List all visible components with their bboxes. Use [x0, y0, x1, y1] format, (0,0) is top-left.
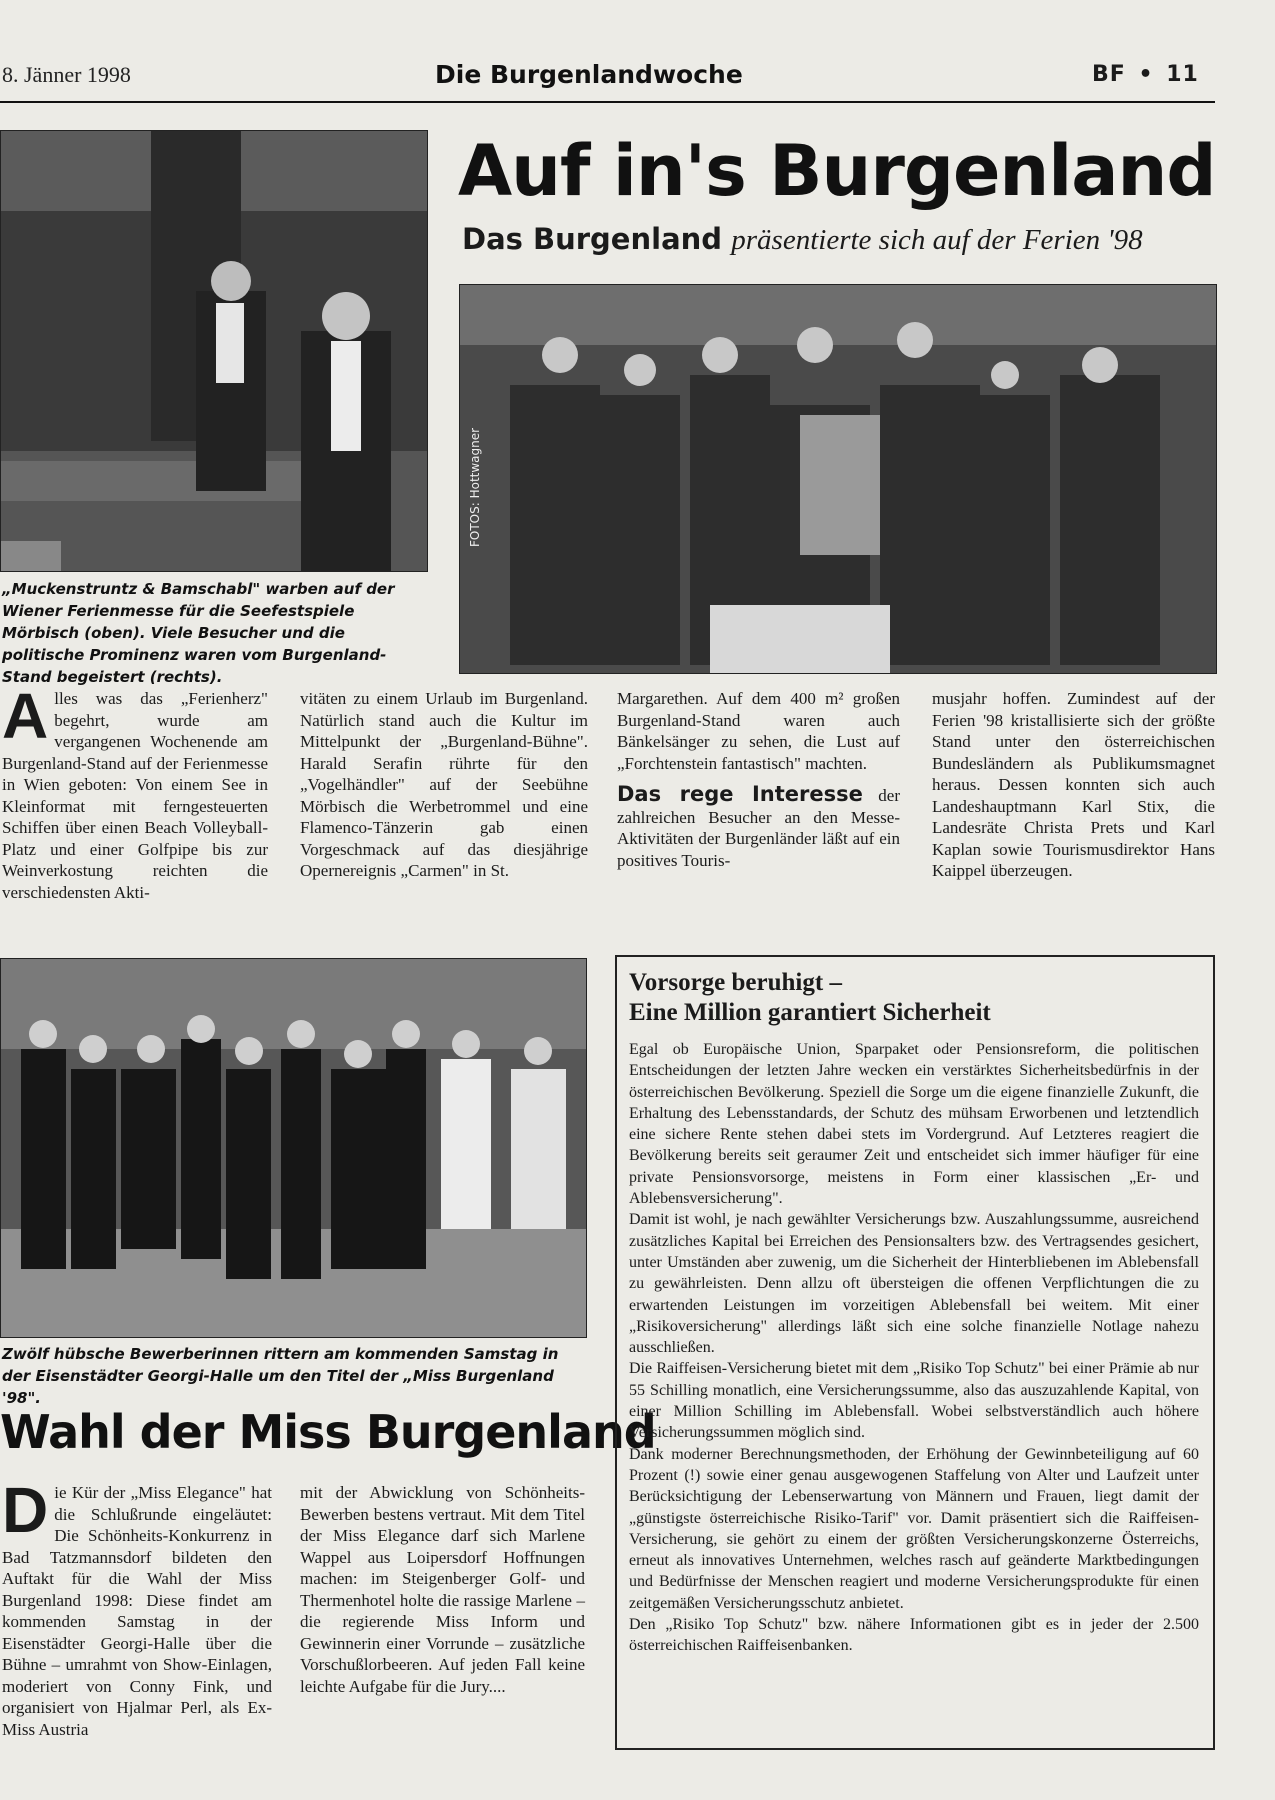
photo-crowd-stand [459, 284, 1217, 674]
feature-subhead [462, 222, 1143, 257]
feature-col3-text: Margarethen. Auf dem 400 m² großen Burgenland-Stand waren auch Bänkelsänger zu sehen, die Lust auf „Forchtenstein fantastisch" machten. [617, 689, 900, 773]
feature-dropcap: A [2, 680, 49, 752]
paper-title: Die Burgenlandwoche [435, 60, 743, 89]
miss-col-2 [300, 1482, 585, 1697]
feature-col1-text: lles was das „Ferienherz" begehrt, wurde am vergangenen Wochenende am Burgenland-Stand auf der Ferienmesse in Wien geboten: Von einem See in Kleinformat mit ferngesteuerten Schiffen über einen Beach Volleyball-Platz und einer Golfpipe bis zur Weinverkostung reichten die verschiedensten Akti- [2, 689, 268, 902]
ad-title-2: Eine Million garantiert Sicherheit [629, 999, 991, 1026]
ad-box [615, 955, 1215, 1750]
ad-paragraph: Den „Risiko Top Schutz" bzw. nähere Informationen gibt es in jeder der 2.500 österreichischen Raiffeisenbanken. [629, 1616, 1199, 1655]
subhead-bold: Das Burgenland [462, 222, 723, 256]
miss-col2-text: mit der Abwicklung von Schönheits-Bewerben bestens vertraut. Mit dem Titel der Miss Elegance darf sich Marlene Wappel aus Loipersdorf Hoffnungen machen: im Steigenberger Golf- und Thermenhotel holte die rassige Marlene – die regierende Miss Inform und Gewinnerin einer Vorrunde – zusätzliche Vorschußlorbeeren. Auf jeden Fall keine leichte Aufgabe für die Jury.... [300, 1483, 585, 1696]
feature-col-4 [932, 688, 1215, 882]
header-rule [0, 101, 1215, 103]
feature-col3-text2: der zahlreichen Besucher an den Messe-Aktivitäten der Burgenländer läßt auf ein positives Touris- [617, 786, 901, 870]
section-code: BF [1092, 62, 1126, 87]
feature-col4-text: musjahr hoffen. Zumindest auf der Ferien '98 kristallisierte sich der größte Stand unter den österreichischen Bundesländern als Publikumsmagnet heraus. Dessen konnten sich auch Landeshauptmann Karl Stix, die Landesräte Christa Prets und Karl Kaplan sowie Tourismusdirektor Hans Kaippel überzeugen. [932, 689, 1215, 880]
subhead-italic: präsentierte sich auf der Ferien '98 [731, 224, 1143, 256]
feature-col-2 [300, 688, 588, 882]
feature-col-3 [617, 688, 900, 871]
feature-headline: Auf in's Burgenland [458, 130, 1216, 212]
separator: • [1138, 62, 1154, 87]
feature-col3-lead: Das rege Interesse [617, 782, 863, 806]
miss-col1-text: ie Kür der „Miss Elegance" hat die Schlußrunde eingeläutet: Die Schönheits-Konkurrenz in Bad Tatzmannsdorf bildeten den Auftakt für die Wahl der Miss Burgenland 1998: Diese findet am kommenden Samstag in der Eisenstädter Georgi-Halle über die Bühne – umrahmt von Show-Einlagen, moderiert von Conny Fink, und organisiert von Hjalmar Perl, als Ex-Miss Austria [2, 1483, 272, 1739]
photo-miss-contestants [0, 958, 587, 1338]
ad-body [629, 1039, 1199, 1657]
feature-col2-text: vitäten zu einem Urlaub im Burgenland. Natürlich stand auch die Kultur im Mittelpunkt der „Burgenland-Bühne". Harald Serafin rührte für den „Vogelhändler" auf der Seebühne Mörbisch die Werbetrommel und eine Flamenco-Tänzerin gab einen Vorgeschmack auf das diesjährige Opernereignis „Carmen" in St. [300, 689, 588, 880]
photo-credit: FOTOS: Hottwagner [468, 427, 482, 547]
ad-title-1: Vorsorge beruhigt – [629, 969, 842, 996]
feature-col-1 [2, 680, 268, 903]
ad-paragraph: Egal ob Europäische Union, Sparpaket oder Pensionsreform, die politischen Entscheidungen der letzten Jahre wecken ein verstärktes Sicherheitsbedürfnis in der österreichischen Bevölkerung. Speziell die Sorge um die eigene finanzielle Zukunft, die Erhaltung des Lebensstandards, der Schutz des mühsam Erworbenen und letztendlich eine sichere Rente stehen dabei stets im Vordergrund. Auf Letzteres reagiert die Bevölkerung bereits seit geraumer Zeit und entscheidet sich immer häufiger für eine private Pensionsvorsorge, meistens in Form einer klassischen „Er- und Ablebensversicherung". [629, 1041, 1199, 1208]
miss-col-1 [2, 1474, 272, 1740]
photo3-caption: Zwölf hübsche Bewerberinnen rittern am kommenden Samstag in der Eisenstädter Georgi-Halle um den Titel der „Miss Burgenland '98". [2, 1345, 559, 1407]
ad-paragraph: Dank moderner Berechnungsmethoden, der Erhöhung der Gewinnbeteiligung auf 60 Prozent (!) sowie einer genau ausgewogenen Staffelung von Alter und Laufzeit unter Berücksichtigung der Lebenserwartung von Männern und Frauen, liegt damit der „günstigste österreichische Risiko-Tarif" vor. Damit präsentiert sich die Raiffeisen-Versicherung, sie gehört zu einem der größten Versicherungskonzerne Österreichs, erneut als innovatives Unternehmen, welches rasch auf geänderte Marktbedingungen und Bedürfnisse der Menschen reagiert und moderne Versicherungsprodukte für einen zeitgemäßen Versicherungsschutz anbietet. [629, 1445, 1199, 1612]
page-number: 11 [1166, 62, 1199, 87]
miss-dropcap: D [2, 1474, 49, 1546]
ad-paragraph: Damit ist wohl, je nach gewählter Versicherungs bzw. Auszahlungssumme, ausreichend zusätzliches Kapital bei Erreichen des Pensionsalters bzw. des Vertragsendes gesichert, unter Umständen aber zuwenig, um die Sicherheit der Hinterbliebenen im Ablebensfall zu gewährleisten. Denn allzu oft übersteigen die offenen Verpflichtungen die zu erwartenden Leistungen im vorzeitigen Ablebensfall bei weitem. Mit einer „Risikoversicherung" allerdings läßt sich eine solche finanzielle Notlage nahezu ausschließen. [629, 1211, 1199, 1357]
photo1-caption: „Muckenstruntz & Bamschabl" warben auf der Wiener Ferienmesse für die Seefestspiele Mörbisch (oben). Viele Besucher und die politische Prominenz waren vom Burgenland-Stand begeistert (rechts). [2, 580, 395, 686]
photo-stage-singers [0, 130, 428, 572]
miss-headline: Wahl der Miss Burgenland [0, 1405, 656, 1459]
ad-paragraph: Die Raiffeisen-Versicherung bietet mit dem „Risiko Top Schutz" bei einer Prämie ab nur 55 Schilling monatlich, eine Versicherungssumme, also das auszuzahlende Kapital, von einer Million Schilling im Ablebensfall. Wobei selbstverständlich auch höhere Versicherungssummen möglich sind. [629, 1360, 1199, 1442]
issue-date: 8. Jänner 1998 [2, 62, 131, 87]
page-marker [1092, 62, 1199, 87]
